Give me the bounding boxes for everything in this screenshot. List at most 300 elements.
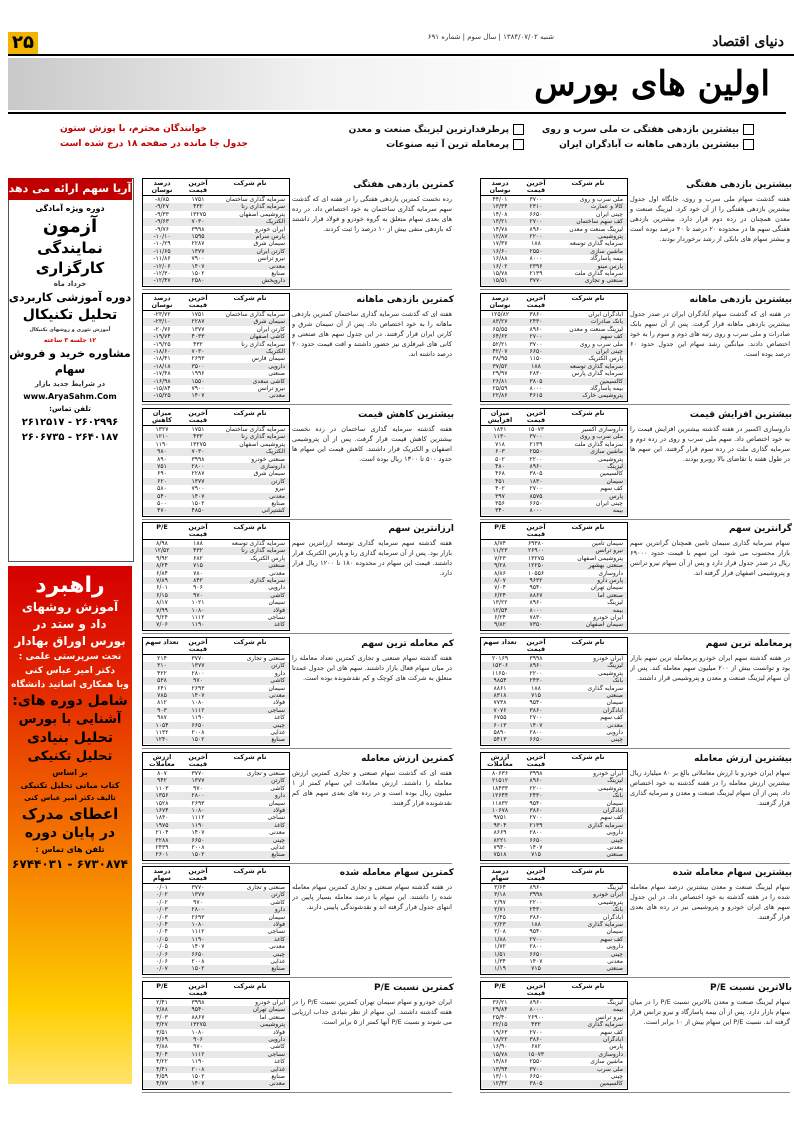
table-row — [481, 493, 627, 500]
cell-price: ۲۲۸۷ — [191, 318, 205, 326]
cell-company: ملی سرب و روی — [579, 433, 623, 441]
cell-value: ۱۲/۰۶- — [153, 262, 171, 270]
cell-company: پارس الکتریک — [588, 355, 623, 363]
cell-company: پتروشیمی — [598, 898, 623, 906]
cell-value: ۲۱۴ — [157, 655, 167, 662]
cell-price: ۱۱۵۰ — [529, 355, 543, 363]
cell-price: ۳۵۰۰ — [191, 362, 205, 370]
stats-table — [142, 178, 290, 287]
cell-company: سرمایه گذاری — [587, 1021, 623, 1029]
stats-table — [480, 981, 628, 1090]
section-divider — [142, 289, 452, 290]
cell-company: چینی — [610, 1073, 623, 1080]
table-row — [481, 433, 627, 440]
table-row — [143, 699, 289, 706]
column-header: آخرین قیمت — [526, 638, 546, 653]
cell-company: کاغذ — [274, 1058, 285, 1066]
cell-price: ۲۲۰۰ — [529, 455, 543, 463]
cell-price: ۸۹۶۰ — [529, 777, 543, 785]
cell-company: سرمایه گذاری رنا — [241, 433, 285, 441]
table-row — [481, 599, 627, 606]
cell-company: دارویی — [268, 584, 285, 592]
cell-price: ۱۵۰۲ — [191, 500, 205, 507]
cell-company: چینی — [272, 836, 285, 844]
banner-title: اولین های بورس — [534, 64, 770, 104]
cell-value: ۱۲۵/۸۲ — [490, 311, 510, 318]
cell-value: ۷/۲۳ — [494, 554, 506, 562]
column-header: تعداد سهم — [145, 638, 179, 646]
cell-price: ۲۷۰۰ — [529, 218, 543, 226]
cell-price: ۳۹۹۸ — [529, 891, 543, 899]
section-title: بیشترین بازدهی ماهانه — [689, 295, 792, 305]
ad-line: راهبرد — [35, 573, 105, 598]
cell-value: ۹/۸۲ — [494, 621, 506, 629]
cell-company: نیرو ترانس — [257, 255, 285, 263]
cell-company: صنعتی و تجاری — [246, 884, 285, 891]
cell-company: نیرو ترانس — [595, 1013, 623, 1021]
cell-price: ۶۶۵۰ — [191, 950, 205, 958]
section-title: ارزانترین سهم — [388, 524, 454, 534]
cell-company: کاشی — [270, 784, 285, 792]
cell-company: لیزینگ — [607, 463, 623, 470]
cell-price: ۸۹۶۰ — [529, 463, 543, 470]
cell-price: ۱۸۸ — [531, 684, 541, 692]
table-row — [143, 670, 289, 677]
cell-value: ۱۱۸۳۲ — [491, 799, 509, 807]
cell-value: ۴۴/۰۱ — [492, 196, 508, 203]
table-row — [143, 770, 289, 777]
cell-price: ۱۹۹۶ — [191, 370, 205, 378]
table-row — [143, 263, 289, 270]
cell-value: ۰/۰۴ — [156, 921, 168, 928]
cell-price: ۲۷۰۰ — [529, 935, 543, 943]
cell-company: پارس دارو — [597, 577, 623, 584]
cell-price: ۱۴۰۷ — [529, 721, 543, 729]
cell-company: غذایی — [270, 958, 285, 965]
cell-price: ۲۸۰۰ — [191, 792, 205, 800]
cell-price: ۱۰۸۰ — [191, 699, 205, 707]
cell-company: صنعتی — [606, 965, 623, 973]
section-title: کمترین نسبت P/E — [373, 983, 454, 993]
cell-value: ۹۸۵۴ — [493, 677, 507, 685]
cell-company: نساجی — [267, 814, 285, 822]
table-row — [143, 478, 289, 485]
column-header: ارزش معاملات — [149, 753, 175, 768]
cell-value: ۱۸۳۱ — [493, 426, 507, 433]
cell-price: ۷۹۰۰ — [191, 385, 205, 392]
cell-value: ۳/۶۹ — [156, 1036, 168, 1043]
table-row — [481, 670, 627, 677]
table-row — [481, 270, 627, 277]
cell-company: فولاد — [272, 1028, 285, 1036]
table-row — [143, 392, 289, 399]
table-row — [143, 928, 289, 935]
cell-value: ۱۱۳۰ — [493, 433, 507, 441]
cell-price: ۲۶۹۳ — [191, 684, 205, 692]
cell-value: ۲۳/۱۰- — [153, 318, 171, 326]
table-row — [481, 736, 627, 743]
cell-company: سرمایه گذاری توسعه — [569, 362, 623, 370]
section-title: بیشترین ارزش معامله — [694, 754, 792, 764]
table-row — [481, 333, 627, 340]
table-row — [481, 884, 627, 891]
cell-company: ایران خودرو — [593, 891, 623, 899]
column-header: نام شرکت — [233, 982, 267, 990]
cell-price: ۲۵۵۰ — [529, 1058, 543, 1066]
cell-company: کالسیمین — [599, 470, 623, 478]
cell-value: ۸/۸۵- — [155, 196, 169, 203]
table-row — [143, 951, 289, 958]
cell-value: ۴۵۱ — [495, 477, 505, 485]
ad-line: اعطای مدرک — [21, 805, 119, 823]
cell-value: ۰/۰۴ — [156, 928, 168, 936]
cell-value: ۹/۳۳- — [155, 210, 169, 218]
cell-value: ۱۸/۴۱- — [153, 355, 171, 363]
cell-value: ۱۲/۵۲ — [154, 547, 170, 555]
cell-value: ۵۸۰ — [157, 485, 167, 493]
cell-company: داروسازی — [260, 463, 285, 470]
table-row — [143, 685, 289, 692]
issue-meta: شنبه ۱۳۸۴/۰۷/۰۲ | سال سوم | شماره ۶۹۱ — [427, 33, 554, 41]
cell-company: ماشین سازی — [590, 448, 623, 456]
section-text: هفته ای که گذشت سرمایه گذاری ساختمان کمترین بازدهی ماهانه را به خود اختصاص داد. پس از آن سیمان شرق و کارتن ایران قرار گرفتند. در این جدول سهم های صنعتی و کانی های غیرفلزی نیز حضور داشتند و افت قیمت حدود ۲۰ درصد داشته اند. — [292, 310, 452, 358]
section-title: بیشترین کاهش قیمت — [358, 410, 454, 420]
cell-price: ۳۷۰۰ — [529, 433, 543, 441]
table-row — [481, 699, 627, 706]
ad-line: آموزش روشهای — [21, 600, 119, 614]
cell-company: داروسازی اکسیر — [581, 426, 623, 433]
table-row — [481, 965, 627, 972]
stats-table — [480, 752, 628, 861]
cell-value: ۱/۱۹ — [494, 965, 506, 973]
cell-company: بیمه — [612, 507, 623, 515]
cell-price: ۲۸۳۰ — [529, 370, 543, 378]
cell-company: ماشین سازی — [590, 1058, 623, 1066]
table-row — [481, 614, 627, 621]
table-row — [481, 829, 627, 836]
cell-value: ۹/۲۷- — [155, 203, 169, 211]
cell-value: ۸۳۱۸ — [493, 692, 507, 699]
cell-company: سیمان شرق — [253, 240, 285, 248]
cell-price: ۶۸۲ — [531, 1043, 541, 1051]
table-row — [481, 621, 627, 628]
cell-value: ۱۶/۰۲ — [492, 262, 508, 270]
cell-price: ۴۳۲ — [193, 203, 203, 211]
table-row — [143, 570, 289, 577]
section-divider — [142, 977, 452, 978]
cell-value: ۳/۲۷ — [156, 1021, 168, 1029]
cell-price: ۱۱۹۰ — [191, 821, 205, 829]
cell-value: ۱۲/۸۷ — [492, 233, 508, 240]
table-row — [481, 355, 627, 362]
cell-value: ۷۹۴۰ — [493, 844, 507, 851]
cell-company: لیزینگ صنعت و معدن — [569, 225, 623, 233]
cell-value: ۱۵/۸۴- — [153, 385, 171, 392]
column-header: نام شرکت — [233, 753, 267, 761]
cell-company: کاشی — [270, 677, 285, 685]
cell-value: ۱/۳۴ — [494, 958, 506, 965]
cell-price: ۶۶۵۰ — [529, 210, 543, 218]
section-title: بیشترین افزایش قیمت — [689, 410, 792, 420]
cell-company: صنعتی آما — [259, 1013, 285, 1021]
cell-value: ۸۰۶۳۶ — [491, 770, 509, 777]
cell-price: ۸۹۶۰ — [529, 999, 543, 1006]
table-row — [481, 662, 627, 669]
table-row — [143, 270, 289, 277]
table-row — [481, 255, 627, 262]
cell-price: ۱۱۹۰ — [191, 1058, 205, 1066]
cell-value: ۶/۰۱ — [156, 584, 168, 592]
cell-value: ۹/۷۶- — [155, 225, 169, 233]
cell-value: ۱۶/۸۸ — [492, 255, 508, 263]
section-title: بیشترین بازدهی هفتگی — [686, 180, 792, 190]
checkbox-icon — [743, 124, 754, 135]
cell-company: سرمایه گذاری — [587, 684, 623, 692]
cell-price: ۸۹۶۰ — [529, 325, 543, 333]
cell-value: ۴۲/۰۷ — [492, 348, 508, 355]
cell-value: ۱۹/۲۵- — [153, 340, 171, 348]
section-divider — [480, 977, 790, 978]
cell-price: ۲۰۰۸ — [191, 729, 205, 736]
cell-value: ۶/۲۴ — [494, 591, 506, 599]
cell-value: ۱۵/۷۸ — [492, 270, 508, 277]
cell-company: صنایع — [271, 1073, 285, 1080]
cell-value: ۱۳/۲۱ — [492, 218, 508, 226]
cell-company: فولاد — [272, 606, 285, 614]
cell-company: ملی سرب و روی — [579, 196, 623, 203]
table-row — [143, 1043, 289, 1050]
cell-price: ۲۸۰۰ — [529, 729, 543, 736]
table-row — [143, 456, 289, 463]
table-row — [481, 426, 627, 433]
cell-value: ۶۴/۶۲ — [492, 333, 508, 341]
table-row — [143, 277, 289, 284]
table-row — [143, 318, 289, 325]
section-divider — [142, 1092, 452, 1093]
cell-company: پارس — [609, 492, 623, 500]
table-header — [143, 982, 289, 999]
cell-value: ۹/۹۲ — [156, 554, 168, 562]
cell-company: معدنی — [269, 492, 285, 500]
cell-company: ایران خودرو — [255, 225, 285, 233]
ad-line: ۲۶۴۰۱۸۷ - ۲۶۰۶۷۳۵ — [21, 432, 119, 443]
table-row — [143, 1006, 289, 1013]
ad-line: تلفن های تماس : — [35, 845, 105, 854]
cell-price: ۸۰۰۰ — [529, 1006, 543, 1014]
cell-value: ۰/۰۲ — [156, 898, 168, 906]
legend-item: پرطرفدارترین لیزینگ صنعت و معدن — [349, 124, 524, 135]
column-header: آخرین قیمت — [188, 523, 208, 538]
cell-value: ۲۹/۸۴ — [492, 1006, 508, 1014]
cell-company: پارس الکتریک — [250, 554, 285, 562]
cell-company: معدنی — [607, 721, 623, 729]
cell-value: ۱۴/۸۶ — [492, 1058, 508, 1066]
cell-company: سیمان — [606, 928, 623, 936]
cell-company: بیمه — [612, 606, 623, 614]
section-divider — [480, 519, 790, 520]
cell-value: ۸۳/۲۷ — [492, 318, 508, 326]
table-row — [481, 326, 627, 333]
table-row — [143, 433, 289, 440]
column-header: میزان کاهش — [152, 409, 172, 424]
table-row — [481, 233, 627, 240]
cell-value: ۵۲/۲۱ — [492, 340, 508, 348]
cell-value: ۱۱/۲۳ — [492, 547, 508, 555]
cell-price: ۱۱۱۲ — [191, 814, 205, 822]
cell-value: ۷۱۸ — [495, 440, 505, 448]
cell-price: ۹۰۶ — [193, 1036, 203, 1043]
cell-price: ۳۷۰۰ — [529, 340, 543, 348]
column-header: نام شرکت — [233, 409, 267, 417]
table-row — [143, 921, 289, 928]
cell-value: ۱۷/۴۸- — [153, 370, 171, 378]
cell-value: ۱۰۶۷۸ — [491, 807, 509, 814]
cell-value: ۴/۰۴ — [156, 1050, 168, 1058]
cell-value: ۱۸/۲۲ — [492, 1036, 508, 1043]
table-row — [481, 943, 627, 950]
table-row — [481, 592, 627, 599]
cell-company: پتروشیمی — [260, 1021, 285, 1029]
cell-price: ۱۰۸۰ — [191, 807, 205, 814]
section-text: ایران خودرو و سهام سیمان تهران کمترین نسبت P/E را در هفته گذشته داشتند. این سهام از نظر بنیادی جذاب ارزیابی می شوند و نسبت P/E آنها کمتر از ۵ برابر است. — [292, 998, 452, 1026]
cell-company: غذایی — [270, 844, 285, 851]
cell-price: ۳۸۰۵ — [529, 470, 543, 478]
table-header — [143, 409, 289, 426]
cell-company: کف سهم — [600, 485, 623, 493]
cell-company: صنعتی و تجاری — [246, 770, 285, 777]
cell-price: ۱۳۲۷۵ — [189, 210, 207, 218]
ad-line: تحلیل تکنیکی — [27, 749, 113, 764]
cell-company: بیمه پاسارگاد — [590, 385, 623, 392]
legend-item: بیشترین بازدهی هفتگی ت ملی سرب و روی — [542, 124, 754, 135]
checkbox-icon — [513, 139, 524, 150]
table-row — [481, 363, 627, 370]
table-row — [481, 814, 627, 821]
cell-price: ۱۲۲۵۰ — [527, 562, 545, 570]
table-row — [481, 899, 627, 906]
cell-price: ۲۷۰۰ — [529, 1028, 543, 1036]
cell-value: ۰/۰۱ — [156, 884, 168, 891]
table-row — [143, 677, 289, 684]
cell-company: معدنی — [269, 262, 285, 270]
cell-company: چینی — [610, 950, 623, 958]
stats-table — [480, 178, 628, 287]
table-row — [481, 770, 627, 777]
ad-line: نمایندگی کارگزاری — [35, 239, 105, 277]
ad-line: مشاوره خرید و فروش سهام — [9, 347, 131, 376]
table-row — [481, 928, 627, 935]
cell-value: ۳۹۷ — [495, 492, 505, 500]
cell-value: ۰/۰۳ — [156, 913, 168, 921]
cell-company: لیزینگ — [607, 662, 623, 670]
cell-company: سرمایه گذاری رنا — [241, 547, 285, 555]
cell-price: ۷۱۵ — [193, 562, 203, 570]
table-header — [143, 294, 289, 311]
cell-value: ۱۳/۹۴ — [492, 1065, 508, 1073]
cell-price: ۱۸۸ — [531, 362, 541, 370]
cell-price: ۷۱۵ — [531, 965, 541, 973]
table-header — [481, 638, 627, 655]
cell-price: ۱۴۰۷ — [191, 392, 205, 400]
cell-price: ۱۵۰۲ — [191, 270, 205, 277]
table-row — [143, 844, 289, 851]
cell-price: ۲۶۹۳ — [191, 799, 205, 807]
column-header: آخرین قیمت — [188, 638, 208, 653]
cell-price: ۳۸۶۰ — [529, 1036, 543, 1043]
section-text: هفته گذشته سهم سرمایه گذاری توسعه ارزانترین سهم بازار بود. پس از آن سرمایه گذاری رنا و پارس الکتریک قرار داشتند. قیمت این سهام در محدوده ۱۸۰ تا ۱۲۰۰ ریال قرار دارد. — [292, 539, 452, 577]
cell-company: کشتیرانی — [261, 507, 285, 515]
column-header: میزان افزایش — [487, 409, 513, 424]
section-divider — [142, 404, 452, 405]
cell-price: ۲۶۹۳ — [191, 355, 205, 363]
cell-company: ایران خودرو — [593, 655, 623, 662]
cell-price: ۹۷۰ — [193, 898, 203, 906]
cell-value: ۷/۹۹ — [156, 606, 168, 614]
cell-company: چینی ایران — [596, 210, 623, 218]
cell-price: ۶۹۳۸۰ — [527, 540, 545, 547]
cell-company: کاغذ — [274, 621, 285, 629]
apology-note: خوانندگان محترم، با پوزش ستون — [60, 124, 207, 134]
cell-price: ۱۰۵۵۶ — [527, 569, 545, 577]
legend-item: پرمعامله ترین آ تیه صنوعات — [386, 139, 524, 150]
cell-value: ۱۳/۲۲ — [492, 599, 508, 607]
table-row — [143, 441, 289, 448]
table-row — [143, 493, 289, 500]
cell-company: سرمایه گذاری ساختمان — [225, 196, 285, 203]
ad-line: بر اساس — [52, 768, 88, 777]
table-header — [143, 867, 289, 884]
cell-company: پتروشیمی — [598, 233, 623, 240]
cell-value: ۱۳/۰۱ — [492, 1073, 508, 1080]
cell-company: نساجی — [267, 1050, 285, 1058]
cell-value: ۴۲۲ — [157, 669, 167, 677]
cell-company: چینی — [610, 736, 623, 744]
cell-company: بانک صادرات — [590, 318, 623, 326]
cell-company: سرمایه گذاری ملت — [574, 270, 623, 277]
cell-company: صنعتی و تجاری — [246, 655, 285, 662]
cell-company: دارویی — [268, 1036, 285, 1043]
ad-line: ۱۲ جلسه ۳ ساعته — [43, 337, 97, 344]
table-row — [143, 607, 289, 614]
column-header: نام شرکت — [571, 982, 605, 990]
section-text: در هفته گذشته سهام صنعتی و تجاری کمترین سهام معامله شده را داشتند. این سهام با درصد معامله بسیار پایین در انتهای جدول قرار گرفته اند و نقدشوندگی پایینی دارند. — [292, 883, 452, 911]
cell-value: ۲۹/۹۷ — [492, 370, 508, 378]
cell-price: ۴۳۲ — [193, 547, 203, 555]
cell-company: کاغذ — [274, 714, 285, 722]
section-text: سهام لیزینگ صنعت و معدن بیشترین درصد سهام معامله شده را در هفته گذشته به خود اختصاص داد. در این جدول سهم های ایران خودرو و پتروشیمی نیز در رده های بعدی قرار گرفتند. — [630, 883, 790, 921]
column-header: نام شرکت — [233, 867, 267, 875]
cell-company: لیزینگ — [607, 999, 623, 1006]
cell-company: سرمایه گذاری توسعه — [569, 240, 623, 248]
cell-price: ۸۰۰۰ — [529, 507, 543, 515]
cell-company: کارتن — [271, 891, 285, 899]
cell-value: ۰/۰۷ — [156, 965, 168, 973]
table-row — [143, 255, 289, 262]
cell-company: سیمان — [606, 699, 623, 707]
column-header: درصد سهام — [491, 867, 509, 882]
cell-company: چینی — [610, 836, 623, 844]
cell-price: ۷۰۳۰ — [191, 218, 205, 226]
table-row — [143, 218, 289, 225]
cell-value: ۱۹/۷۴- — [153, 333, 171, 341]
cell-company: آبادگران — [602, 706, 623, 714]
table-row — [143, 714, 289, 721]
cell-price: ۷۹۰۰ — [191, 485, 205, 493]
cell-company: بانک — [612, 677, 623, 685]
cell-price: ۲۲۰۰ — [529, 233, 543, 240]
cell-company: معدنی — [269, 943, 285, 951]
cell-price: ۱۵۵۰ — [191, 377, 205, 385]
